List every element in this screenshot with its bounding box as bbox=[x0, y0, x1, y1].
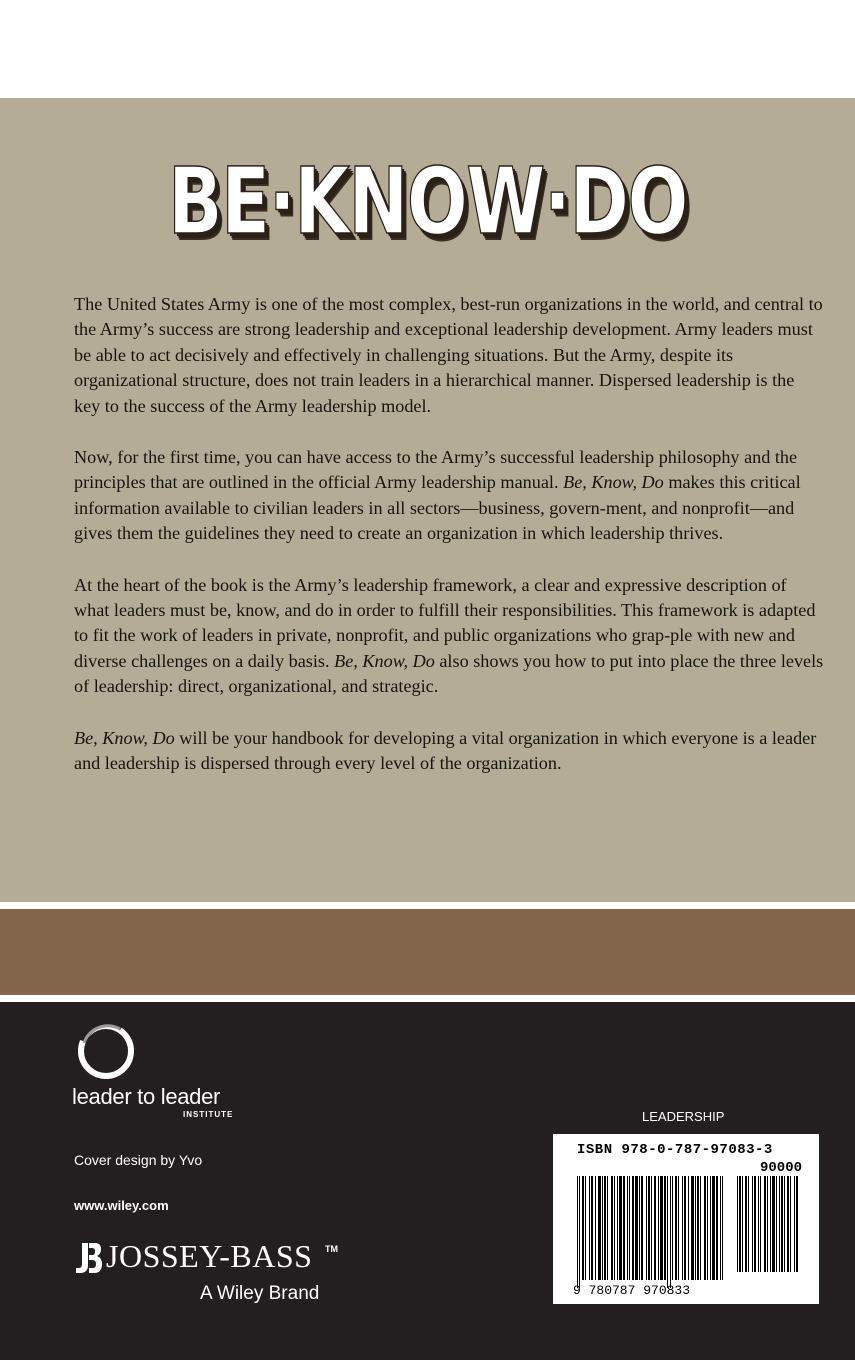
barcode-bar bbox=[635, 1176, 638, 1280]
description-paragraph-1: The United States Army is one of the most complex, best-run organizations in the world, and central to the Army’s success are strong leadership and exceptional leadership development. Army leaders must be able to act decisively and effectively in challenging situations. But the Army, despite its organizational structure, does not train leaders in a hierarchical manner. Dispersed leadership is the key to the success of the Army leadership model. bbox=[74, 294, 823, 416]
divider-stripe bbox=[0, 995, 855, 1002]
barcode-bar bbox=[767, 1176, 768, 1272]
barcode-bars-main bbox=[577, 1176, 725, 1288]
barcode-bar bbox=[790, 1176, 791, 1272]
barcode-bar bbox=[604, 1176, 606, 1280]
barcode-bar bbox=[611, 1176, 613, 1280]
publisher-tagline: A Wiley Brand bbox=[200, 1283, 320, 1304]
cover-design-credit: Cover design by Yvo bbox=[74, 1152, 203, 1168]
barcode-bar bbox=[779, 1176, 780, 1272]
barcode-bar bbox=[614, 1176, 615, 1280]
barcode-bar bbox=[582, 1176, 584, 1280]
barcode-bar bbox=[641, 1176, 643, 1280]
barcode-bar bbox=[796, 1176, 798, 1272]
leader-to-leader-ring-icon bbox=[74, 1019, 138, 1083]
barcode-bar bbox=[716, 1176, 718, 1280]
barcode-bar bbox=[770, 1176, 771, 1272]
barcode-bar bbox=[579, 1176, 580, 1288]
barcode-bar bbox=[688, 1176, 689, 1280]
barcode-bar bbox=[720, 1176, 721, 1280]
barcode-bar bbox=[629, 1176, 630, 1280]
barcode-bar bbox=[654, 1176, 656, 1280]
barcode-bar bbox=[704, 1176, 706, 1280]
barcode-bar bbox=[752, 1176, 753, 1272]
barcode-bar bbox=[678, 1176, 679, 1280]
barcode-bar bbox=[776, 1176, 777, 1272]
barcode-bar bbox=[722, 1176, 723, 1280]
barcode-bar bbox=[658, 1176, 659, 1280]
barcode-bar bbox=[748, 1176, 749, 1272]
barcode-bar bbox=[737, 1176, 738, 1272]
barcode-bar bbox=[589, 1176, 590, 1280]
book-title: BE·KNOW·DO bbox=[167, 148, 688, 255]
barcode-bar bbox=[632, 1176, 634, 1280]
barcode-bar bbox=[712, 1176, 715, 1280]
barcode-bar bbox=[760, 1176, 761, 1272]
brown-band bbox=[0, 909, 855, 995]
isbn-barcode bbox=[553, 1134, 819, 1304]
barcode-bar bbox=[598, 1176, 601, 1280]
barcode-bar bbox=[742, 1176, 743, 1272]
barcode-bar bbox=[794, 1176, 795, 1272]
barcode-bar bbox=[664, 1176, 666, 1280]
barcode-bar bbox=[682, 1176, 683, 1280]
publisher-name: JOSSEY-BASS bbox=[106, 1238, 313, 1274]
barcode-bar bbox=[617, 1176, 618, 1280]
barcode-bar bbox=[697, 1176, 699, 1280]
top-margin bbox=[0, 0, 855, 98]
barcode-bar bbox=[639, 1176, 640, 1280]
barcode-bar bbox=[651, 1176, 652, 1280]
barcode-bar bbox=[758, 1176, 759, 1272]
barcode-bar bbox=[623, 1176, 625, 1280]
barcode-bar bbox=[691, 1176, 694, 1280]
barcode-bar bbox=[695, 1176, 696, 1280]
barcode-bar bbox=[595, 1176, 596, 1280]
barcode-bar bbox=[627, 1176, 628, 1280]
isbn-label: ISBN 978-0-787-97083-3 bbox=[577, 1142, 773, 1158]
barcode-bar bbox=[672, 1176, 673, 1280]
trademark-mark: TM bbox=[325, 1244, 338, 1254]
jossey-bass-monogram-icon bbox=[74, 1241, 102, 1275]
description-paragraph-4: Be, Know, Do will be your handbook for developing a vital organization in which everyone is a leader and leadership is dispersed through every level of the organization. bbox=[74, 727, 817, 774]
partner-logo-subtitle: INSTITUTE bbox=[183, 1110, 234, 1119]
barcode-bar bbox=[602, 1176, 603, 1280]
barcode-bar bbox=[764, 1176, 766, 1272]
price-code: 90000 bbox=[760, 1160, 803, 1176]
barcode-bar bbox=[577, 1176, 578, 1288]
barcode-bar bbox=[646, 1176, 647, 1280]
partner-logo-name: leader to leader bbox=[72, 1084, 221, 1109]
divider-stripe bbox=[0, 902, 855, 909]
barcode-bar bbox=[781, 1176, 783, 1272]
barcode-bar bbox=[591, 1176, 593, 1280]
barcode-bar bbox=[787, 1176, 789, 1272]
barcode-bar bbox=[745, 1176, 747, 1272]
barcode-bar bbox=[660, 1176, 663, 1280]
barcode-bar bbox=[675, 1176, 677, 1280]
book-category: LEADERSHIP bbox=[642, 1109, 725, 1124]
back-cover-description bbox=[74, 292, 824, 803]
barcode-bar bbox=[648, 1176, 650, 1280]
barcode-bars-addon bbox=[737, 1176, 799, 1280]
barcode-bar bbox=[607, 1176, 608, 1280]
barcode-bar bbox=[772, 1176, 775, 1272]
barcode-bar bbox=[700, 1176, 701, 1280]
publisher-website: www.wiley.com bbox=[74, 1198, 169, 1213]
description-paragraph-2: Now, for the first time, you can have access to the Army’s successful leadership philosophy and the principles that are outlined in the official Army leadership manual. Be, Know, Do makes this critical information available to civilian leaders in all sectors—business, govern-ment, and nonprofit—and gives them the guidelines they need to create an organization in which leadership thrives. bbox=[74, 447, 801, 544]
barcode-bar bbox=[784, 1176, 785, 1272]
barcode-bar bbox=[684, 1176, 686, 1280]
barcode-bar bbox=[707, 1176, 708, 1280]
barcode-bar bbox=[754, 1176, 756, 1272]
barcode-bar bbox=[619, 1176, 622, 1280]
description-paragraph-3: At the heart of the book is the Army’s leadership framework, a clear and expressive description of what leaders must be, know, and do in order to fulfill their responsibilities. This framework is adapted to fit the work of leaders in private, nonprofit, and public organizations who grap-ple with new and diverse challenges on a daily basis. Be, Know, Do also shows you how to put into place the three levels of leadership: direct, organizational, and strategic. bbox=[74, 574, 824, 697]
barcode-bar bbox=[670, 1176, 671, 1288]
barcode-digits: 9 780787 970833 bbox=[573, 1283, 691, 1298]
footer-panel bbox=[0, 1002, 855, 1360]
barcode-bar bbox=[585, 1176, 586, 1280]
barcode-bar bbox=[667, 1176, 668, 1288]
barcode-bar bbox=[739, 1176, 741, 1272]
barcode-bar bbox=[710, 1176, 711, 1280]
